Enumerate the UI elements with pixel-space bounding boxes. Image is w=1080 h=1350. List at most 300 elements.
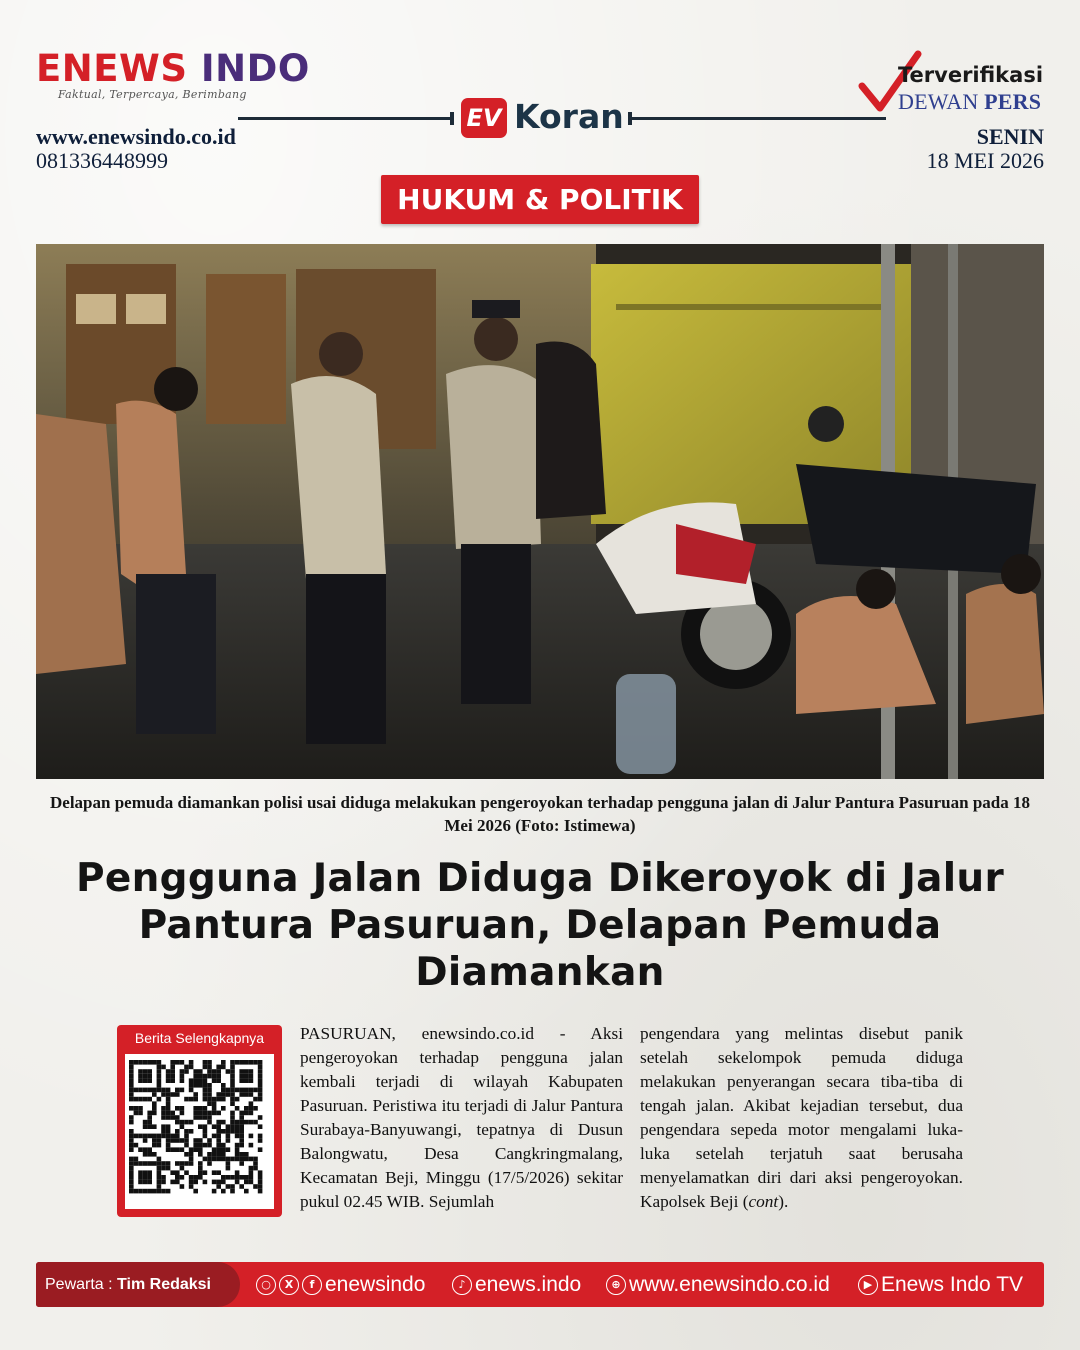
qr-module bbox=[235, 1157, 240, 1162]
qr-module bbox=[221, 1097, 226, 1102]
qr-module bbox=[235, 1170, 240, 1175]
qr-module bbox=[207, 1138, 212, 1143]
qr-module bbox=[184, 1069, 189, 1074]
qr-module bbox=[212, 1106, 217, 1111]
qr-module bbox=[166, 1115, 171, 1120]
tiktok-handle: enews.indo bbox=[475, 1273, 582, 1296]
qr-module bbox=[198, 1074, 203, 1079]
qr-module bbox=[189, 1088, 194, 1093]
qr-module bbox=[230, 1074, 235, 1079]
qr-module bbox=[244, 1060, 249, 1065]
qr-module bbox=[230, 1115, 235, 1120]
qr-module bbox=[212, 1111, 217, 1116]
header-divider-right bbox=[630, 117, 886, 120]
qr-module bbox=[166, 1078, 171, 1083]
qr-module bbox=[180, 1120, 185, 1125]
qr-module bbox=[134, 1097, 139, 1102]
qr-module bbox=[138, 1078, 143, 1083]
qr-module bbox=[216, 1143, 221, 1148]
qr-module bbox=[134, 1161, 139, 1166]
qr-module bbox=[198, 1143, 203, 1148]
qr-module bbox=[161, 1161, 166, 1166]
qr-module bbox=[134, 1111, 139, 1116]
qr-module bbox=[226, 1157, 231, 1162]
qr-module bbox=[226, 1184, 231, 1189]
qr-module bbox=[198, 1147, 203, 1152]
globe-icon: ⊕ bbox=[606, 1275, 626, 1295]
qr-module bbox=[203, 1170, 208, 1175]
qr-module bbox=[258, 1083, 263, 1088]
qr-module bbox=[147, 1161, 152, 1166]
qr-module bbox=[207, 1111, 212, 1116]
qr-module bbox=[166, 1124, 171, 1129]
qr-module bbox=[235, 1120, 240, 1125]
qr-module bbox=[166, 1189, 171, 1194]
qr-module bbox=[253, 1060, 258, 1065]
reporter-credit bbox=[36, 1262, 240, 1307]
qr-module bbox=[134, 1143, 139, 1148]
qr-module bbox=[189, 1147, 194, 1152]
qr-module bbox=[239, 1143, 244, 1148]
qr-module bbox=[239, 1115, 244, 1120]
qr-module bbox=[203, 1083, 208, 1088]
qr-module bbox=[258, 1078, 263, 1083]
footer-website-link[interactable] bbox=[606, 1262, 830, 1307]
qr-module bbox=[152, 1101, 157, 1106]
qr-module bbox=[249, 1060, 254, 1065]
qr-module bbox=[198, 1069, 203, 1074]
qr-module bbox=[147, 1134, 152, 1139]
qr-module bbox=[253, 1157, 258, 1162]
qr-module bbox=[166, 1129, 171, 1134]
qr-module bbox=[216, 1074, 221, 1079]
qr-module bbox=[207, 1069, 212, 1074]
qr-module bbox=[212, 1157, 217, 1162]
article-column-2-text: pengendara yang melintas disebut panik setelah sekelompok pemuda diduga melakukan penyerangan secara tiba-tiba di tengah jalan. Akibat kejadian tersebut, dua pengendara sepeda motor mengalami luka-luka setelah terjatuh saat berusaha menyelamatkan diri dari aksi pengeroyokan. Kapolsek Beji bbox=[640, 1024, 963, 1211]
news-photo-illustration bbox=[36, 244, 1044, 779]
qr-module bbox=[235, 1088, 240, 1093]
qr-module bbox=[166, 1106, 171, 1111]
footer-website: www.enewsindo.co.id bbox=[629, 1273, 830, 1296]
qr-module bbox=[184, 1097, 189, 1102]
qr-module bbox=[207, 1060, 212, 1065]
qr-module bbox=[175, 1134, 180, 1139]
footer-youtube-link[interactable] bbox=[858, 1262, 1023, 1307]
qr-module bbox=[244, 1157, 249, 1162]
qr-module bbox=[239, 1184, 244, 1189]
qr-module bbox=[129, 1129, 134, 1134]
qr-module bbox=[216, 1157, 221, 1162]
qr-module bbox=[230, 1083, 235, 1088]
qr-module bbox=[184, 1143, 189, 1148]
qr-module bbox=[175, 1106, 180, 1111]
qr-module bbox=[249, 1101, 254, 1106]
qr-module bbox=[175, 1129, 180, 1134]
qr-module bbox=[249, 1111, 254, 1116]
qr-module bbox=[216, 1147, 221, 1152]
qr-module bbox=[230, 1111, 235, 1116]
qr-module bbox=[129, 1083, 134, 1088]
qr-module bbox=[129, 1115, 134, 1120]
qr-module bbox=[129, 1060, 134, 1065]
qr-module bbox=[138, 1161, 143, 1166]
header-divider-left-end bbox=[450, 112, 454, 125]
qr-module bbox=[216, 1184, 221, 1189]
qr-module bbox=[244, 1180, 249, 1185]
qr-module bbox=[249, 1166, 254, 1171]
qr-module bbox=[221, 1129, 226, 1134]
continued-marker: cont bbox=[748, 1192, 779, 1211]
qr-module bbox=[170, 1078, 175, 1083]
qr-module bbox=[166, 1134, 171, 1139]
qr-module bbox=[203, 1143, 208, 1148]
qr-module bbox=[143, 1175, 148, 1180]
qr-module bbox=[143, 1161, 148, 1166]
qr-module bbox=[189, 1078, 194, 1083]
qr-module bbox=[152, 1143, 157, 1148]
qr-module bbox=[184, 1152, 189, 1157]
edition-name: Koran bbox=[514, 97, 624, 136]
qr-module bbox=[193, 1138, 198, 1143]
qr-module bbox=[249, 1175, 254, 1180]
qr-module bbox=[198, 1111, 203, 1116]
qr-module bbox=[193, 1189, 198, 1194]
qr-module bbox=[221, 1092, 226, 1097]
qr-module bbox=[175, 1175, 180, 1180]
qr-module bbox=[212, 1101, 217, 1106]
footer-tiktok-link[interactable] bbox=[452, 1262, 581, 1307]
qr-module bbox=[198, 1166, 203, 1171]
qr-module bbox=[157, 1065, 162, 1070]
qr-module bbox=[189, 1180, 194, 1185]
qr-module bbox=[212, 1134, 217, 1139]
qr-module bbox=[152, 1189, 157, 1194]
qr-module bbox=[226, 1134, 231, 1139]
reporter-label: Pewarta : bbox=[45, 1276, 118, 1293]
photo-caption: Delapan pemuda diamankan polisi usai diduga melakukan pengeroyokan terhadap pengguna jalan di Jalur Pantura Pasuruan pada 18 Mei 2026 (Foto: Istimewa) bbox=[50, 793, 1030, 835]
qr-module bbox=[203, 1074, 208, 1079]
qr-module bbox=[207, 1115, 212, 1120]
qr-module bbox=[221, 1189, 226, 1194]
qr-module bbox=[189, 1152, 194, 1157]
qr-module bbox=[216, 1124, 221, 1129]
qr-module bbox=[166, 1074, 171, 1079]
qr-module bbox=[235, 1152, 240, 1157]
qr-module bbox=[166, 1147, 171, 1152]
qr-module bbox=[166, 1138, 171, 1143]
qr-module bbox=[180, 1078, 185, 1083]
qr-module bbox=[152, 1088, 157, 1093]
qr-module bbox=[129, 1069, 134, 1074]
qr-module bbox=[166, 1069, 171, 1074]
qr-module bbox=[230, 1120, 235, 1125]
qr-module bbox=[258, 1147, 263, 1152]
qr-module bbox=[189, 1129, 194, 1134]
qr-module bbox=[161, 1092, 166, 1097]
qr-module bbox=[239, 1111, 244, 1116]
qr-module bbox=[184, 1120, 189, 1125]
qr-module bbox=[239, 1088, 244, 1093]
qr-module bbox=[157, 1184, 162, 1189]
qr-module bbox=[198, 1152, 203, 1157]
qr-module bbox=[138, 1170, 143, 1175]
qr-module bbox=[216, 1078, 221, 1083]
qr-module bbox=[253, 1184, 258, 1189]
qr-module bbox=[143, 1189, 148, 1194]
qr-module bbox=[157, 1097, 162, 1102]
qr-module bbox=[212, 1147, 217, 1152]
qr-module bbox=[143, 1069, 148, 1074]
qr-module bbox=[216, 1170, 221, 1175]
qr-module bbox=[157, 1088, 162, 1093]
qr-module bbox=[239, 1124, 244, 1129]
qr-module bbox=[203, 1088, 208, 1093]
qr-module bbox=[230, 1184, 235, 1189]
qr-module bbox=[207, 1065, 212, 1070]
qr-module bbox=[170, 1069, 175, 1074]
qr-module bbox=[129, 1065, 134, 1070]
qr-module bbox=[230, 1101, 235, 1106]
qr-module bbox=[216, 1069, 221, 1074]
qr-module bbox=[129, 1097, 134, 1102]
qr-module bbox=[198, 1115, 203, 1120]
qr-module bbox=[230, 1175, 235, 1180]
qr-module bbox=[212, 1170, 217, 1175]
qr-module bbox=[226, 1088, 231, 1093]
qr-module bbox=[207, 1083, 212, 1088]
qr-module bbox=[226, 1092, 231, 1097]
qr-module bbox=[239, 1161, 244, 1166]
qr-module bbox=[157, 1069, 162, 1074]
qr-module bbox=[258, 1175, 263, 1180]
qr-module bbox=[244, 1078, 249, 1083]
qr-module bbox=[226, 1129, 231, 1134]
qr-module bbox=[216, 1138, 221, 1143]
qr-module bbox=[180, 1175, 185, 1180]
ev-logo-icon: EV bbox=[461, 98, 507, 138]
social-handle: enewsindo bbox=[325, 1273, 426, 1296]
qr-module bbox=[230, 1069, 235, 1074]
qr-module bbox=[147, 1097, 152, 1102]
qr-module bbox=[143, 1134, 148, 1139]
qr-module bbox=[239, 1060, 244, 1065]
tiktok-icon: ♪ bbox=[452, 1275, 472, 1295]
qr-module bbox=[244, 1111, 249, 1116]
qr-module bbox=[230, 1189, 235, 1194]
qr-module bbox=[212, 1124, 217, 1129]
qr-module bbox=[129, 1180, 134, 1185]
instagram-icon: ○ bbox=[256, 1275, 276, 1295]
qr-module bbox=[203, 1092, 208, 1097]
qr-module bbox=[249, 1180, 254, 1185]
qr-module bbox=[239, 1175, 244, 1180]
qr-module bbox=[157, 1170, 162, 1175]
qr-module bbox=[129, 1088, 134, 1093]
qr-module bbox=[147, 1170, 152, 1175]
qr-module bbox=[147, 1124, 152, 1129]
qr-module bbox=[230, 1065, 235, 1070]
qr-module bbox=[166, 1161, 171, 1166]
qr-module bbox=[138, 1111, 143, 1116]
qr-module bbox=[175, 1115, 180, 1120]
qr-module bbox=[134, 1088, 139, 1093]
qr-module bbox=[203, 1078, 208, 1083]
qr-module bbox=[184, 1138, 189, 1143]
qr-module bbox=[175, 1161, 180, 1166]
qr-module bbox=[203, 1129, 208, 1134]
qr-module bbox=[239, 1078, 244, 1083]
qr-module bbox=[230, 1088, 235, 1093]
brand-name-part1: ENEWS bbox=[36, 47, 188, 90]
header-website[interactable]: www.enewsindo.co.id bbox=[36, 124, 236, 149]
qr-module bbox=[189, 1097, 194, 1102]
qr-module bbox=[138, 1097, 143, 1102]
qr-module bbox=[221, 1088, 226, 1093]
qr-module bbox=[170, 1111, 175, 1116]
qr-module bbox=[207, 1143, 212, 1148]
qr-module bbox=[138, 1106, 143, 1111]
qr-module bbox=[249, 1092, 254, 1097]
qr-module bbox=[157, 1134, 162, 1139]
news-photo bbox=[36, 244, 1044, 779]
qr-module bbox=[249, 1074, 254, 1079]
qr-module bbox=[226, 1175, 231, 1180]
qr-module bbox=[235, 1175, 240, 1180]
qr-module bbox=[226, 1138, 231, 1143]
qr-module bbox=[244, 1088, 249, 1093]
qr-module bbox=[235, 1097, 240, 1102]
qr-module bbox=[180, 1106, 185, 1111]
qr-module bbox=[193, 1180, 198, 1185]
qr-module bbox=[138, 1088, 143, 1093]
qr-module bbox=[143, 1180, 148, 1185]
qr-module bbox=[203, 1060, 208, 1065]
qr-module bbox=[258, 1115, 263, 1120]
qr-module bbox=[216, 1065, 221, 1070]
qr-module bbox=[258, 1069, 263, 1074]
qr-module bbox=[221, 1175, 226, 1180]
qr-module bbox=[157, 1180, 162, 1185]
qr-module bbox=[212, 1069, 217, 1074]
qr-module bbox=[157, 1161, 162, 1166]
qr-module bbox=[189, 1161, 194, 1166]
qr-module bbox=[207, 1161, 212, 1166]
qr-module bbox=[161, 1111, 166, 1116]
qr-module bbox=[129, 1189, 134, 1194]
qr-module bbox=[170, 1138, 175, 1143]
qr-code[interactable] bbox=[125, 1054, 274, 1209]
qr-module bbox=[170, 1092, 175, 1097]
qr-module bbox=[207, 1152, 212, 1157]
verified-label: Terverifikasi bbox=[898, 63, 1044, 87]
qr-module bbox=[180, 1111, 185, 1116]
qr-module bbox=[221, 1120, 226, 1125]
qr-module bbox=[249, 1120, 254, 1125]
qr-module bbox=[216, 1129, 221, 1134]
qr-module bbox=[170, 1147, 175, 1152]
qr-module bbox=[216, 1134, 221, 1139]
qr-module bbox=[189, 1175, 194, 1180]
qr-module bbox=[175, 1170, 180, 1175]
qr-module bbox=[129, 1106, 134, 1111]
qr-module bbox=[258, 1134, 263, 1139]
qr-module bbox=[258, 1138, 263, 1143]
qr-module bbox=[198, 1078, 203, 1083]
qr-module bbox=[166, 1097, 171, 1102]
qr-module bbox=[129, 1157, 134, 1162]
qr-module bbox=[157, 1157, 162, 1162]
qr-module bbox=[138, 1147, 143, 1152]
qr-module bbox=[244, 1175, 249, 1180]
qr-module bbox=[253, 1120, 258, 1125]
qr-module bbox=[216, 1120, 221, 1125]
reporter-name: Tim Redaksi bbox=[117, 1276, 211, 1293]
qr-module bbox=[143, 1147, 148, 1152]
qr-module bbox=[226, 1161, 231, 1166]
qr-module bbox=[239, 1129, 244, 1134]
qr-module bbox=[147, 1175, 152, 1180]
qr-module bbox=[258, 1088, 263, 1093]
qr-module bbox=[258, 1092, 263, 1097]
qr-module bbox=[161, 1175, 166, 1180]
article-headline: Pengguna Jalan Diduga Dikeroyok di Jalur Pantura Pasuruan, Delapan Pemuda Diamankan bbox=[75, 856, 1005, 995]
qr-module bbox=[258, 1124, 263, 1129]
qr-module bbox=[180, 1166, 185, 1171]
qr-module bbox=[216, 1180, 221, 1185]
qr-module bbox=[198, 1175, 203, 1180]
footer-social-link[interactable] bbox=[256, 1262, 425, 1307]
qr-module bbox=[203, 1115, 208, 1120]
qr-module bbox=[170, 1115, 175, 1120]
qr-module bbox=[203, 1106, 208, 1111]
qr-module bbox=[239, 1157, 244, 1162]
qr-module bbox=[180, 1088, 185, 1093]
qr-module bbox=[166, 1111, 171, 1116]
qr-module bbox=[230, 1078, 235, 1083]
qr-module bbox=[157, 1175, 162, 1180]
qr-module bbox=[166, 1088, 171, 1093]
qr-module bbox=[129, 1147, 134, 1152]
qr-module bbox=[143, 1170, 148, 1175]
qr-module bbox=[244, 1120, 249, 1125]
qr-module bbox=[161, 1134, 166, 1139]
qr-label: Berita Selengkapnya bbox=[134, 1030, 265, 1046]
qr-module bbox=[235, 1106, 240, 1111]
qr-module bbox=[166, 1143, 171, 1148]
header-divider-right-start bbox=[628, 112, 632, 125]
qr-module bbox=[134, 1189, 139, 1194]
article-column-2: pengendara yang melintas disebut panik setelah sekelompok pemuda diduga melakukan penyerangan secara tiba-tiba di tengah jalan. Akibat kejadian tersebut, dua pengendara sepeda motor mengalami luka-luka setelah terjatuh saat berusaha menyelamatkan diri dari aksi pengeroyokan. Kapolsek Beji (cont). bbox=[640, 1024, 963, 1211]
qr-module bbox=[184, 1170, 189, 1175]
qr-module bbox=[226, 1166, 231, 1171]
qr-module bbox=[180, 1138, 185, 1143]
qr-module bbox=[143, 1138, 148, 1143]
qr-module bbox=[157, 1074, 162, 1079]
continued-suffix: ). bbox=[778, 1192, 789, 1211]
qr-module bbox=[235, 1147, 240, 1152]
qr-module bbox=[189, 1065, 194, 1070]
qr-module bbox=[193, 1175, 198, 1180]
youtube-icon: ▶ bbox=[858, 1275, 878, 1295]
qr-module bbox=[161, 1065, 166, 1070]
qr-module bbox=[134, 1157, 139, 1162]
qr-module bbox=[221, 1065, 226, 1070]
brand-logo bbox=[36, 47, 310, 90]
brand-name-part2: INDO bbox=[200, 47, 310, 90]
qr-module bbox=[198, 1170, 203, 1175]
qr-module bbox=[221, 1180, 226, 1185]
qr-module bbox=[129, 1092, 134, 1097]
